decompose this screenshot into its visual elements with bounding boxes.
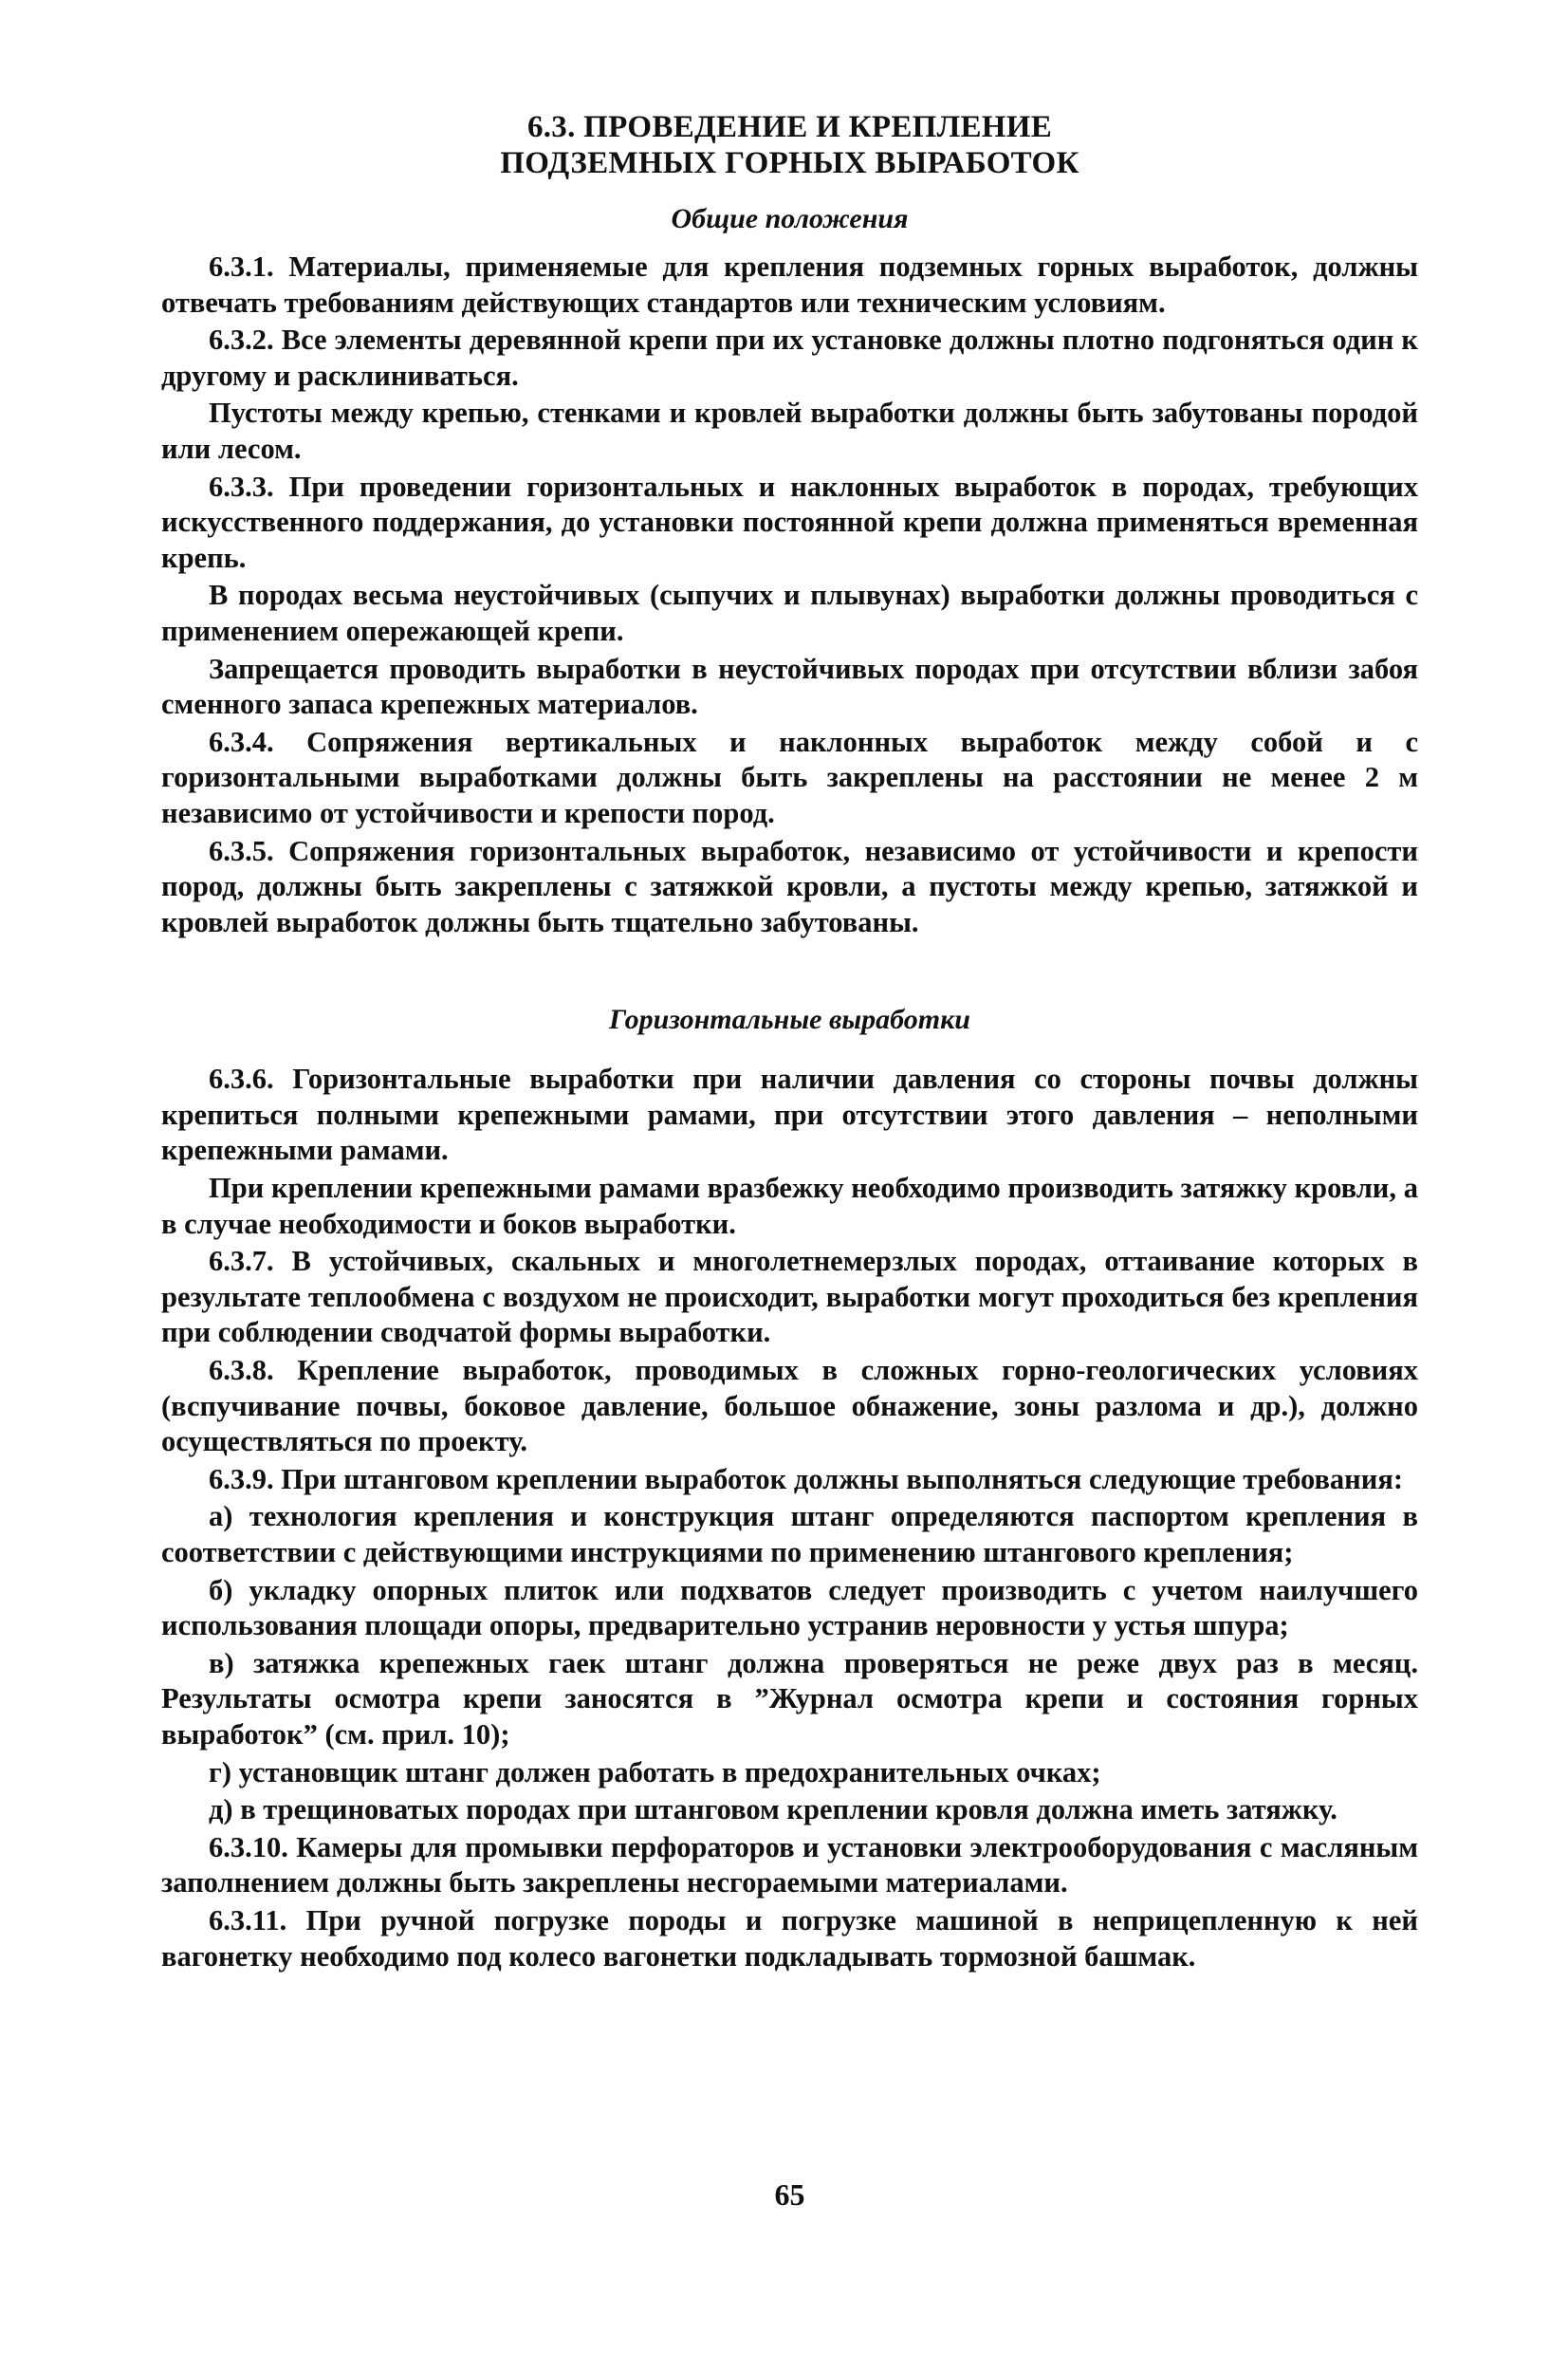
paragraph-6-3-3-unstable: В породах весьма неустойчивых (сыпучих и плывунах) выработки должны проводиться с применением опережающей крепи. (161, 579, 1418, 647)
paragraph-6-3-5: 6.3.5. Сопряжения горизонтальных выработок, независимо от устойчивости и крепости пород, должны быть закреплены с затяжкой кровли, а пустоты между крепью, затяжкой и кровлей выработок должны быть тщательно забутованы. (161, 834, 1418, 938)
subsection-heading-general: Общие положения (671, 203, 909, 234)
paragraph-6-3-1: 6.3.1. Материалы, применяемые для крепления подземных горных выработок, должны отвечать требованиям действующих стандартов или техническим условиям. (161, 250, 1418, 319)
list-item-v: в) затяжка крепежных гаек штанг должна проверяться не реже двух раз в месяц. Результаты осмотра крепи заносятся в ”Журнал осмотра крепи и состояния горных выработок” (см. прил. 10); (161, 1646, 1418, 1751)
paragraph-6-3-10: 6.3.10. Камеры для промывки перфораторов и установки электрооборудования с масляным заполнением должны быть закреплены несгораемыми материалами. (161, 1830, 1418, 1899)
general-paragraphs (161, 250, 1418, 940)
paragraph-6-3-9: 6.3.9. При штанговом креплении выработок должны выполняться следующие требования: (209, 1462, 1403, 1495)
list-item-g: г) установщик штанг должен работать в предохранительных очках; (209, 1755, 1101, 1788)
paragraph-6-3-8: 6.3.8. Крепление выработок, проводимых в сложных горно-геологических условиях (вспучивание почвы, боковое давление, большое обнажение, зоны разлома и др.), должно осуществляться по проекту. (161, 1354, 1418, 1458)
page-number: 65 (774, 2177, 805, 2212)
list-item-d: д) в трещиноватых породах при штанговом креплении кровля должна иметь затяжку. (209, 1793, 1337, 1826)
paragraph-6-3-3: 6.3.3. При проведении горизонтальных и наклонных выработок в породах, требующих искусственного поддержания, до установки постоянной крепи должна применяться временная крепь. (161, 470, 1418, 574)
paragraph-6-3-11: 6.3.11. При ручной погрузке породы и погрузке машиной в неприцепленную к ней вагонетку необходимо под колесо вагонетки подкладывать тормозной башмак. (161, 1903, 1418, 1973)
horizontal-paragraphs (161, 1062, 1418, 1974)
section-title-line-1: 6.3. ПРОВЕДЕНИЕ И КРЕПЛЕНИЕ (526, 110, 1053, 144)
list-item-b: б) укладку опорных плиток или подхватов следует производить с учетом наилучшего использования площади опоры, предварительно устранив неровности у устья шпура; (161, 1573, 1418, 1642)
paragraph-6-3-4: 6.3.4. Сопряжения вертикальных и наклонных выработок между собой и с горизонтальными выработками должны быть закреплены на расстоянии не менее 2 м независимо от устойчивости и крепости пород. (161, 725, 1418, 829)
list-item-a: а) технология крепления и конструкция штанг определяются паспортом крепления в соответствии с действующими инструкциями по применению штангового крепления; (161, 1500, 1418, 1568)
document-page (161, 109, 1418, 2291)
subsection-heading-horizontal: Горизонтальные выработки (609, 1004, 970, 1036)
section-title-line-2: ПОДЗЕМНЫХ ГОРНЫХ ВЫРАБОТОК (500, 146, 1079, 180)
paragraph-6-3-6: 6.3.6. Горизонтальные выработки при наличии давления со стороны почвы должны крепиться полными крепежными рамами, при отсутствии этого давления – неполными крепежными рамами. (161, 1063, 1418, 1167)
paragraph-6-3-2: 6.3.2. Все элементы деревянной крепи при их установке должны плотно подгоняться один к другому и расклиниваться. (161, 324, 1418, 392)
paragraph-6-3-6-frames: При креплении крепежными рамами вразбежку необходимо производить затяжку кровли, а в случае необходимости и боков выработки. (161, 1172, 1418, 1240)
paragraph-6-3-7: 6.3.7. В устойчивых, скальных и многолетнемерзлых породах, оттаивание которых в результате теплообмена с воздухом не происходит, выработки могут проходиться без крепления при соблюдении сводчатой формы выработки. (161, 1245, 1418, 1349)
paragraph-6-3-3-prohibited: Запрещается проводить выработки в неустойчивых породах при отсутствии вблизи забоя сменного запаса крепежных материалов. (161, 652, 1418, 721)
paragraph-6-3-2-voids: Пустоты между крепью, стенками и кровлей выработки должны быть забутованы породой или лесом. (161, 397, 1418, 465)
